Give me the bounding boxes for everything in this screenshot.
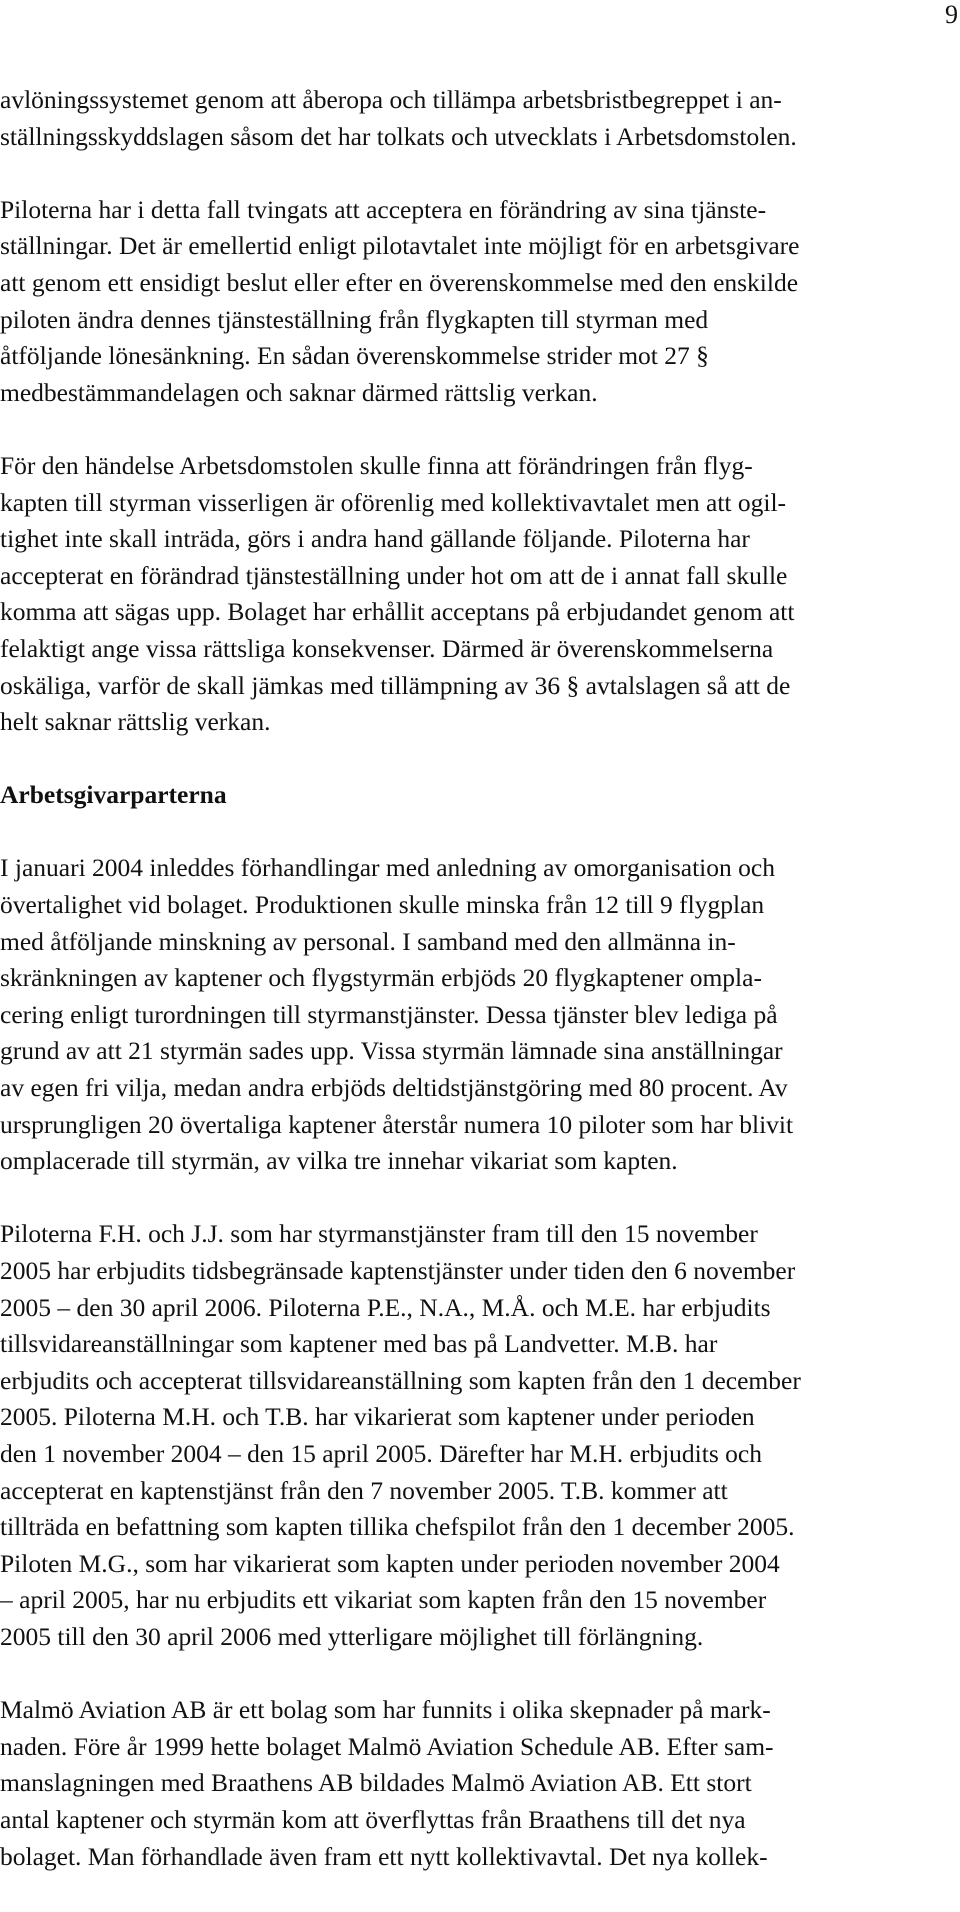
- text-line: accepterat en förändrad tjänsteställning under hot om att de i annat fall skulle: [0, 560, 788, 590]
- text-line: övertalighet vid bolaget. Produktionen skulle minska från 12 till 9 flygplan: [0, 890, 765, 920]
- text-line: åtföljande lönesänkning. En sådan överenskommelse strider mot 27 §: [0, 341, 709, 371]
- text-line: grund av att 21 styrmän sades upp. Vissa styrmän lämnade sina anställningar: [0, 1036, 783, 1066]
- text-line: komma att sägas upp. Bolaget har erhållit acceptans på erbjudandet genom att: [0, 597, 795, 627]
- text-line: Piloterna har i detta fall tvingats att acceptera en förändring av sina tjänste-: [0, 194, 767, 224]
- text-line: ställningar. Det är emellertid enligt pilotavtalet inte möjligt för en arbetsgivare: [0, 231, 800, 261]
- text-line: Malmö Aviation AB är ett bolag som har funnits i olika skepnader på mark-: [0, 1695, 771, 1725]
- text-line: 2005 har erbjudits tidsbegränsade kaptenstjänster under tiden den 6 november: [0, 1256, 796, 1285]
- paragraph: [0, 448, 960, 741]
- text-line: oskäliga, varför de skall jämkas med tillämpning av 36 § avtalslagen så att de: [0, 670, 791, 700]
- text-line: tillträda en befattning som kapten tillika chefspilot från den 1 december 2005.: [0, 1512, 795, 1542]
- paragraph: [0, 82, 960, 155]
- text-line: avlöningssystemet genom att åberopa och tillämpa arbetsbristbegreppet i an-: [0, 85, 782, 114]
- text-line: naden. Före år 1999 hette bolaget Malmö Aviation Schedule AB. Efter sam-: [0, 1731, 774, 1761]
- paragraph: [0, 1692, 960, 1875]
- text-line: Arbetsgivarparterna: [0, 780, 227, 810]
- text-line: piloten ändra dennes tjänsteställning från flygkapten till styrman med: [0, 304, 709, 334]
- paragraph: [0, 192, 960, 412]
- text-line: – april 2005, har nu erbjudits ett vikariat som kapten från den 15 november: [0, 1585, 767, 1615]
- text-line: ursprungligen 20 övertaliga kaptener återstår numera 10 piloter som har blivit: [0, 1109, 794, 1139]
- text-line: accepterat en kaptenstjänst från den 7 november 2005. T.B. kommer att: [0, 1475, 728, 1505]
- text-line: den 1 november 2004 – den 15 april 2005. Därefter har M.H. erbjudits och: [0, 1438, 762, 1468]
- text-line: tighet inte skall inträda, görs i andra hand gällande följande. Piloterna har: [0, 524, 750, 554]
- text-line: 2005 – den 30 april 2006. Piloterna P.E., N.A., M.Å. och M.E. har erbjudits: [0, 1292, 771, 1322]
- text-line: med åtföljande minskning av personal. I samband med den allmänna in-: [0, 926, 736, 956]
- text-line: antal kaptener och styrmän kom att överflyttas från Braathens till det nya: [0, 1804, 746, 1834]
- text-line: ställningsskyddslagen såsom det har tolkats och utvecklats i Arbetsdomstolen.: [0, 121, 797, 151]
- text-line: Piloterna F.H. och J.J. som har styrmanstjänster fram till den 15 november: [0, 1219, 758, 1249]
- document-body: [0, 82, 960, 1912]
- text-line: kapten till styrman visserligen är oförenlig med kollektivavtalet men att ogil-: [0, 487, 787, 517]
- text-line: cering enligt turordningen till styrmanstjänster. Dessa tjänster blev lediga på: [0, 999, 778, 1029]
- text-line: av egen fri vilja, medan andra erbjöds deltidstjänstgöring med 80 procent. Av: [0, 1073, 788, 1103]
- text-line: 2005 till den 30 april 2006 med ytterligare möjlighet till förlängning.: [0, 1621, 704, 1651]
- text-line: För den händelse Arbetsdomstolen skulle finna att förändringen från flyg-: [0, 450, 753, 480]
- text-line: felaktigt ange vissa rättsliga konsekvenser. Därmed är överenskommelserna: [0, 633, 774, 663]
- text-line: omplacerade till styrmän, av vilka tre innehar vikariat som kapten.: [0, 1146, 678, 1176]
- text-line: att genom ett ensidigt beslut eller efter en överenskommelse med den enskilde: [0, 267, 799, 297]
- text-line: helt saknar rättslig verkan.: [0, 707, 271, 737]
- text-line: Piloten M.G., som har vikarierat som kapten under perioden november 2004: [0, 1548, 780, 1578]
- text-line: manslagningen med Braathens AB bildades Malmö Aviation AB. Ett stort: [0, 1768, 752, 1798]
- page-number: 9: [945, 0, 958, 29]
- text-line: 2005. Piloterna M.H. och T.B. har vikarierat som kaptener under perioden: [0, 1402, 755, 1432]
- section-heading: [0, 777, 960, 814]
- text-line: I januari 2004 inleddes förhandlingar med anledning av omorganisation och: [0, 853, 775, 883]
- text-line: medbestämmandelagen och saknar därmed rättslig verkan.: [0, 377, 598, 407]
- text-line: bolaget. Man förhandlade även fram ett nytt kollektivavtal. Det nya kollek-: [0, 1841, 768, 1871]
- text-line: skränkningen av kaptener och flygstyrmän erbjöds 20 flygkaptener ompla-: [0, 963, 762, 993]
- paragraph: [0, 850, 960, 1179]
- text-line: erbjudits och accepterat tillsvidareanställning som kapten från den 1 december: [0, 1365, 801, 1395]
- text-line: tillsvidareanställningar som kaptener med bas på Landvetter. M.B. har: [0, 1329, 718, 1359]
- paragraph: [0, 1216, 960, 1655]
